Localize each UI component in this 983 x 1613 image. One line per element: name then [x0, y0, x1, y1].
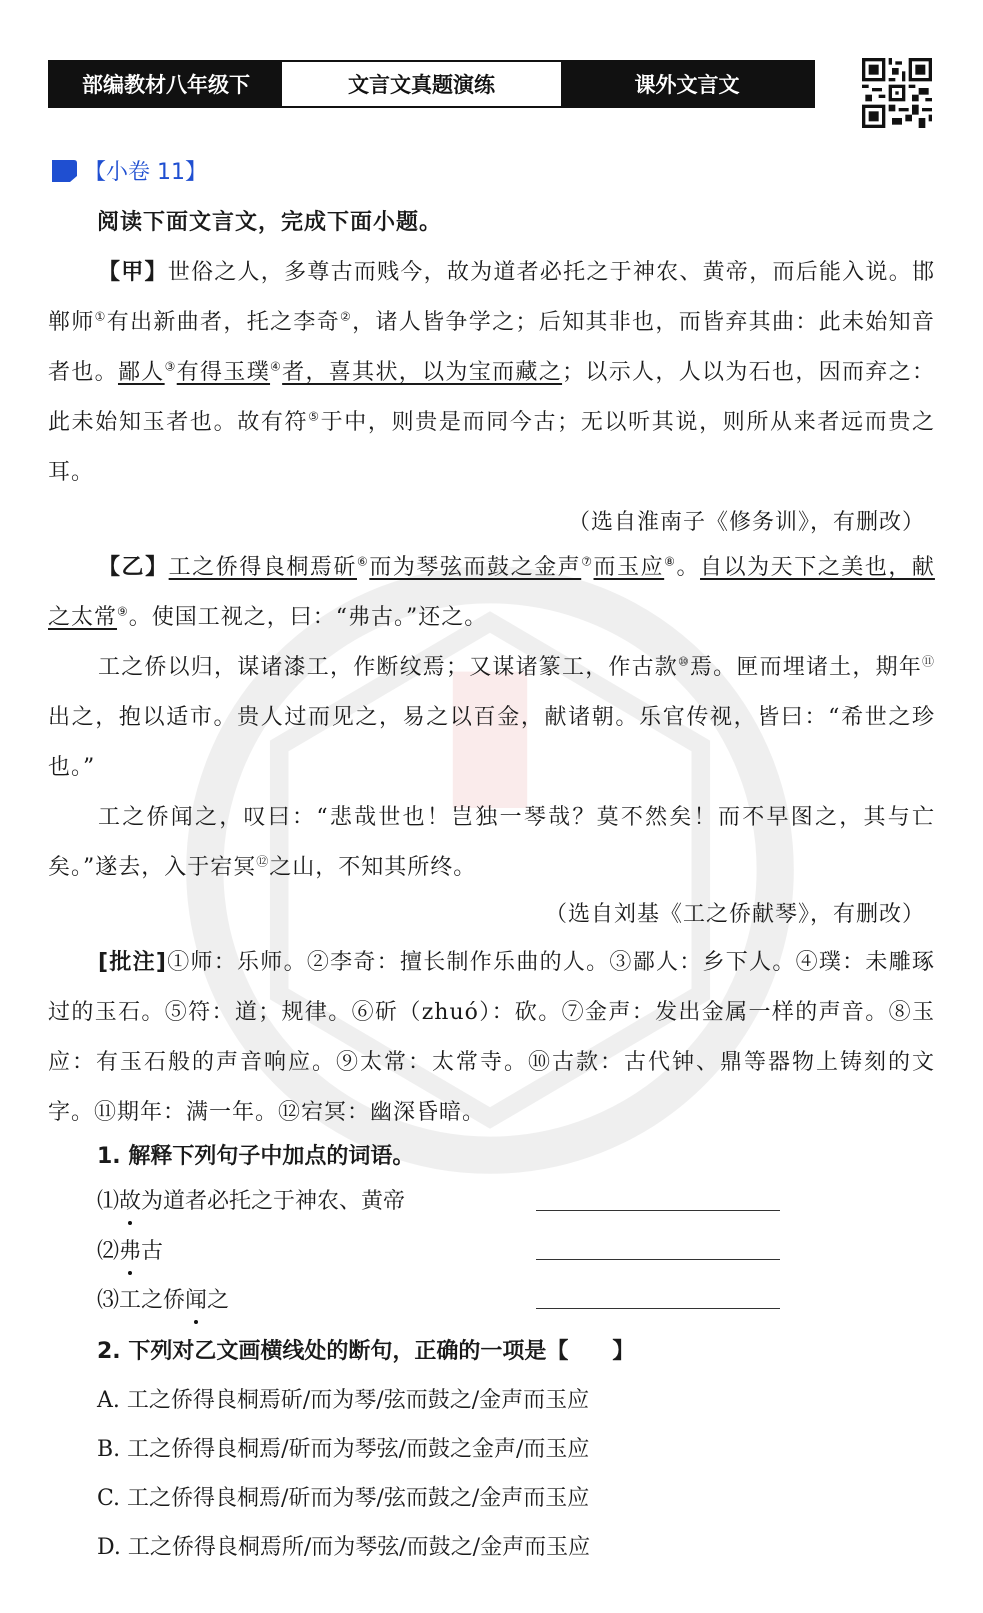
notes — [48, 938, 935, 1138]
dotted-word: 弗 — [119, 1235, 141, 1269]
yi-text: 工之侨以归，谋诸漆工，作断纹焉；又谋诸篆工，作古款 — [98, 655, 678, 680]
section-tag-label: 【小卷 11】 — [84, 160, 207, 185]
note-ref: ① — [94, 309, 107, 324]
q2-option-c[interactable]: C. 工之侨得良桐焉/斫而为琴/弦而鼓之/金声而玉应 — [97, 1486, 590, 1511]
jia-text: ；以示人，人以为石也，因而弃之：此未始知玉者也。故有符 — [48, 360, 935, 435]
yi-source: （选自刘基《工之侨献琴》，有删改） — [544, 902, 925, 927]
instruction: 阅读下面文言文，完成下面小题。 — [97, 210, 443, 235]
yi-underlined: 而玉应 — [593, 555, 665, 580]
dotted-word: 闻 — [185, 1284, 207, 1318]
note-ref: ⑨ — [117, 604, 129, 619]
q1-item-2 — [97, 1235, 163, 1269]
header-title: 文言文真题演练 — [282, 62, 561, 106]
answer-blank-2[interactable] — [536, 1259, 780, 1260]
note-ref: ⑥ — [357, 554, 370, 569]
yi-text: 工之侨闻之，叹曰：“悲哉世也！岂独一琴哉？莫不然矣！而不早图之，其与亡矣。”遂去，入于宕冥 — [48, 805, 935, 880]
jia-underlined: 有得玉璞 — [176, 360, 271, 385]
qr-code-icon — [862, 58, 932, 128]
passage-yi — [48, 543, 935, 643]
note-ref: ⑪ — [921, 654, 935, 669]
header-bar — [48, 60, 815, 108]
header-grade: 部编教材八年级下 — [50, 62, 282, 106]
jia-text: 世俗之人，多尊古而贱今，故为道者必托之于神农、黄帝，而后能入说。邯郸师 — [48, 260, 935, 335]
note-ref: ④ — [270, 359, 283, 374]
item-text: 工之侨 — [119, 1288, 186, 1313]
answer-blank-3[interactable] — [536, 1308, 780, 1309]
yi-text: 出之，抱以适市。贵人过而见之，易之以百金，献诸朝。乐官传视，皆曰：“希世之珍也。” — [48, 705, 935, 780]
dotted-word: 故 — [119, 1185, 141, 1219]
passage-jia — [48, 248, 935, 498]
yi-underlined: 而为琴弦而鼓之金声 — [369, 555, 582, 580]
q2-title: 2. 下列对乙文画横线处的断句，正确的一项是【 】 — [97, 1339, 635, 1364]
passage-yi-p2 — [48, 643, 935, 793]
yi-underlined: 自以为天下之美也，献之太常 — [48, 555, 935, 630]
item-number: ⑶ — [97, 1288, 120, 1313]
item-text: 之 — [207, 1288, 230, 1313]
section-tag — [50, 155, 207, 186]
note-ref: ⑦ — [581, 554, 594, 569]
note-ref: ⑧ — [664, 554, 677, 569]
passage-yi-label: 【乙】 — [98, 555, 169, 580]
header-category: 课外文言文 — [561, 62, 813, 106]
notes-label: [批注] — [98, 950, 167, 975]
q1-item-1 — [97, 1185, 405, 1219]
passage-yi-p3 — [48, 793, 935, 893]
note-ref: ⑩ — [678, 654, 690, 669]
jia-underlined: 者，喜其状，以为宝而藏之 — [282, 360, 563, 385]
item-number: ⑴ — [97, 1189, 120, 1214]
jia-source: （选自淮南子《修务训》，有删改） — [567, 510, 925, 535]
answer-blank-1[interactable] — [536, 1210, 780, 1211]
notes-text: ①师：乐师。②李奇：擅长制作乐曲的人。③鄙人：乡下人。④璞：未雕琢过的玉石。⑤符：道；规律。⑥斫（zhuó）：砍。⑦金声：发出金属一样的声音。⑧玉应：有玉石般的声音响应。⑨太常：太常寺。⑩古款：古代钟、鼎等器物上铸刻的文字。⑪期年：满一年。⑫宕冥：幽深昏暗。 — [48, 950, 935, 1125]
passage-jia-label: 【甲】 — [98, 260, 168, 285]
q1-item-3 — [97, 1284, 229, 1318]
yi-text: 焉。匣而埋诸土，期年 — [689, 655, 922, 680]
q2-option-a[interactable]: A. 工之侨得良桐焉斫/而为琴/弦而鼓之/金声而玉应 — [97, 1388, 590, 1413]
jia-text: 有出新曲者，托之李奇 — [106, 310, 341, 335]
yi-text: 。使国工视之，曰：“弗古。”还之。 — [128, 605, 488, 630]
jia-text: 于中，则贵是而同今古；无以听其说，则所从来者远而贵之耳。 — [48, 410, 935, 485]
note-ref: ③ — [164, 359, 177, 374]
item-number: ⑵ — [97, 1239, 120, 1264]
note-ref: ⑫ — [256, 854, 270, 869]
item-text: 为道者必托之于神农、黄帝 — [141, 1189, 406, 1214]
yi-underlined: 工之侨得良桐焉斫 — [168, 555, 357, 580]
item-text: 古 — [141, 1239, 164, 1264]
note-ref: ⑤ — [308, 409, 321, 424]
yi-text: 之山，不知其所终。 — [269, 855, 477, 880]
jia-underlined: 鄙人 — [117, 360, 165, 385]
q2-option-b[interactable]: B. 工之侨得良桐焉/斫而为琴弦/而鼓之金声/而玉应 — [97, 1437, 590, 1462]
jia-text: ，诸人皆争学之；后知其非也，而皆弃其曲：此未始知音者也。 — [48, 310, 935, 385]
yi-text: 。 — [676, 555, 701, 580]
q1-title: 1. 解释下列句子中加点的词语。 — [97, 1144, 415, 1169]
q2-option-d[interactable]: D. 工之侨得良桐焉所/而为琴弦/而鼓之/金声而玉应 — [97, 1535, 591, 1560]
note-ref: ② — [340, 309, 353, 324]
bookmark-icon — [50, 158, 78, 184]
